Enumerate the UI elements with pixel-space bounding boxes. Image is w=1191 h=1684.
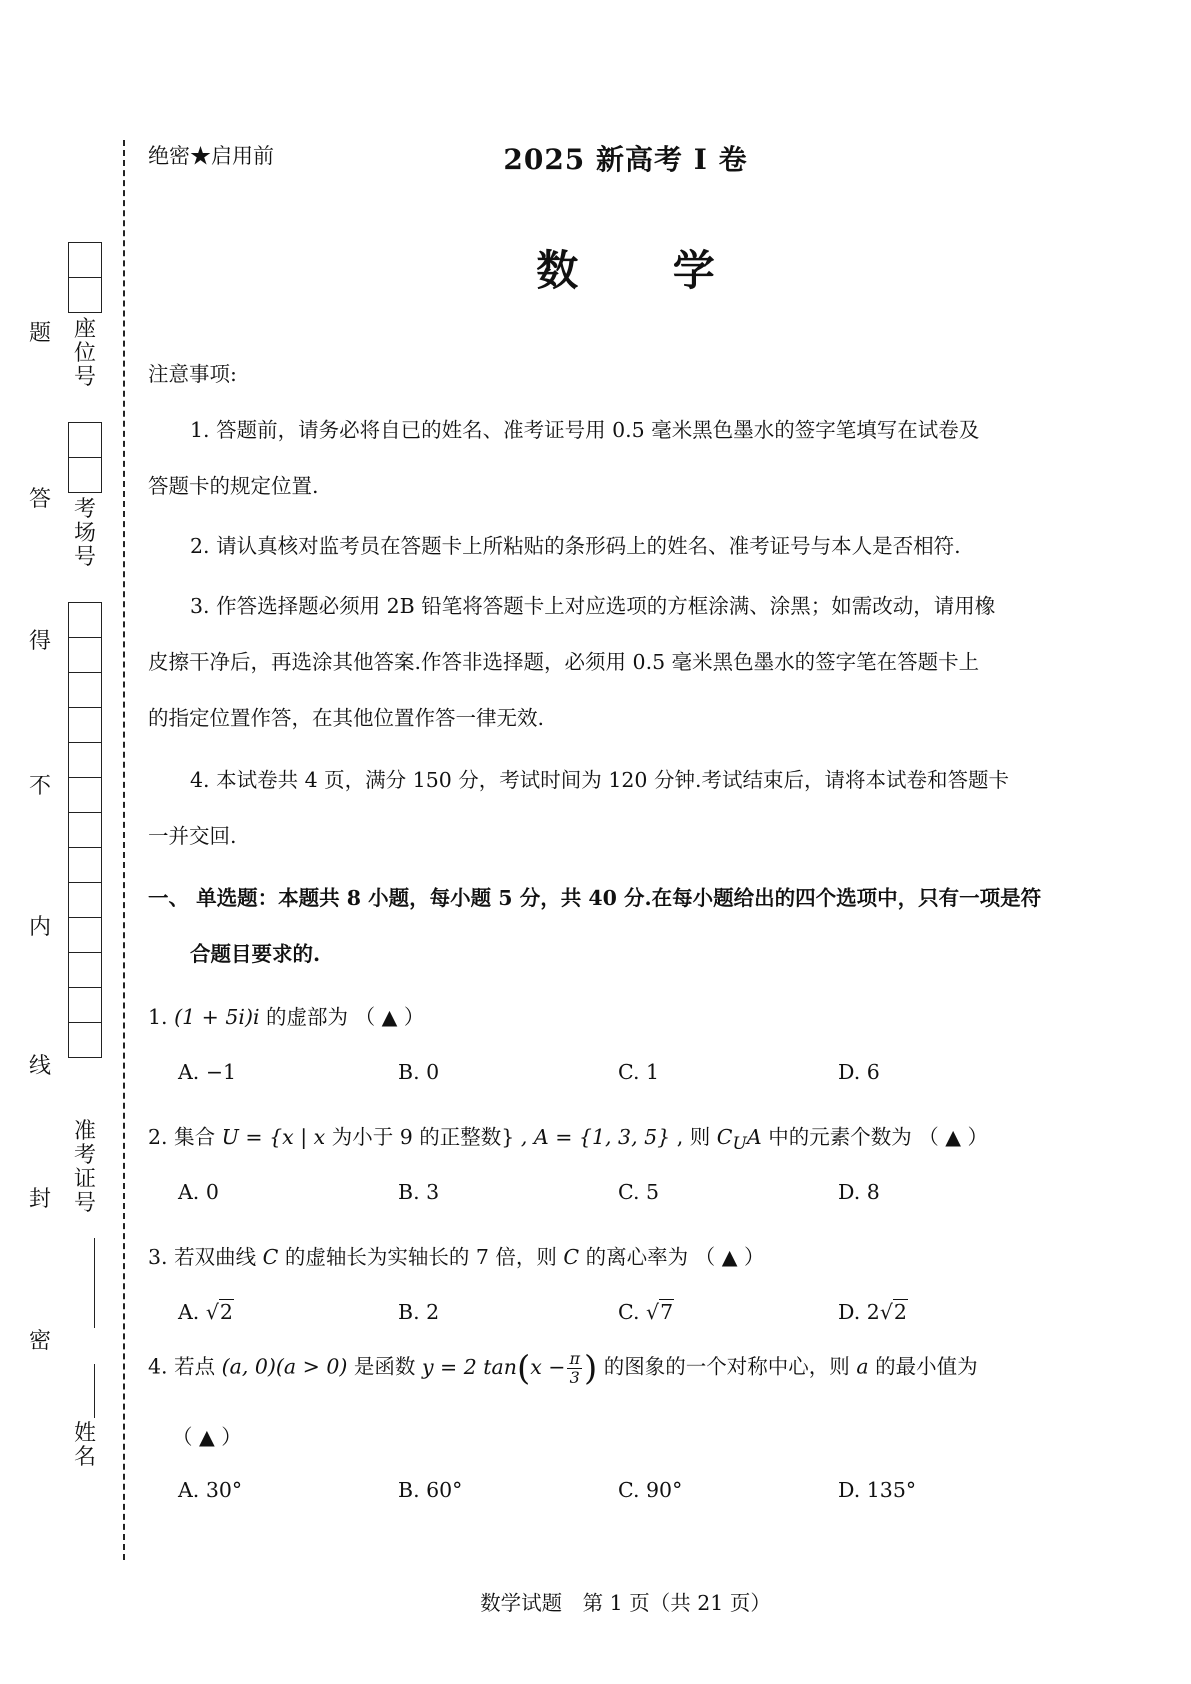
binding-char-1: 题 — [28, 321, 51, 346]
section-heading-line-1: 一、 单选题：本题共 8 小题，每小题 5 分，共 40 分.在每小题给出的四个选项中，只有一项是符 — [148, 886, 1042, 910]
question-3-mid: 的虚轴长为实轴长的 7 倍，则 — [278, 1245, 564, 1269]
ticket-number-label: 准考证号 — [73, 1119, 96, 1216]
q4-option-a[interactable]: A. 30° — [178, 1478, 243, 1502]
notice-item-3-line-1: 3. 作答选择题必须用 2B 铅笔将答题卡上对应选项的方框涂满、涂黑；如需改动，请用橡 — [190, 594, 996, 618]
question-4-var-a: a — [856, 1354, 869, 1379]
notice-item-3-line-3: 的指定位置作答，在其他位置作答一律无效. — [148, 706, 545, 730]
notice-item-4-line-2: 一并交回. — [148, 824, 237, 848]
q3-option-c[interactable]: C. √7 — [618, 1300, 674, 1324]
binding-char-2: 答 — [28, 487, 51, 512]
question-2-number: 2. — [148, 1125, 168, 1149]
q4-option-b[interactable]: B. 60° — [398, 1478, 463, 1502]
binding-char-7: 封 — [28, 1187, 51, 1212]
notice-item-4-line-1: 4. 本试卷共 4 页，满分 150 分，考试时间为 120 分钟.考试结束后，请将本试卷和答题卡 — [190, 768, 1009, 792]
question-4-text2: 的最小值为 — [868, 1354, 978, 1379]
question-3-number: 3. — [148, 1245, 168, 1269]
question-1 — [148, 1000, 424, 1030]
binding-char-8: 密 — [28, 1329, 51, 1354]
question-4-function: y = 2 tan(x − $\frac{\pi}{3}$ ) — [421, 1348, 598, 1388]
binding-char-4: 不 — [28, 774, 51, 799]
question-2-text: 中的元素个数为 — [761, 1125, 912, 1149]
q1-option-d[interactable]: D. 6 — [838, 1060, 880, 1084]
question-4-blank: （ ▲ ） — [172, 1425, 242, 1449]
binding-char-3: 得 — [28, 629, 51, 654]
question-2-blank: （ ▲ ） — [918, 1125, 989, 1149]
q2-option-a[interactable]: A. 0 — [178, 1180, 219, 1204]
question-4 — [148, 1348, 978, 1388]
q1-option-a[interactable]: A. −1 — [178, 1060, 237, 1084]
name-label: 姓名 — [73, 1421, 96, 1470]
q2-option-b[interactable]: B. 3 — [398, 1180, 440, 1204]
binding-char-6: 线 — [28, 1054, 51, 1079]
notice-item-3 — [148, 592, 1058, 760]
question-3-text: 的离心率为 — [579, 1245, 689, 1269]
notice-item-3-line-2: 皮擦干净后，再选涂其他答案.作答非选择题，必须用 0.5 毫米黑色墨水的签字笔在答题卡上 — [148, 650, 980, 674]
q4-option-d[interactable]: D. 135° — [838, 1478, 917, 1502]
pi-over-three-fraction: $\frac{\pi}{3}$ — [569, 1348, 580, 1387]
signature-line-upper[interactable] — [94, 1238, 95, 1328]
question-3-var-c2: C — [563, 1245, 580, 1269]
q3-option-b[interactable]: B. 2 — [398, 1300, 440, 1324]
question-1-text: 的虚部为 — [259, 1005, 349, 1029]
question-2-set-a: , A = {1, 3, 5} — [514, 1125, 671, 1149]
exam-title: 2025 新高考 I 卷 — [503, 143, 748, 176]
question-4-text: 的图象的一个对称中心，则 — [597, 1354, 857, 1379]
notice-item-1-line-1: 1. 答题前，请务必将自已的姓名、准考证号用 0.5 毫米黑色墨水的签字笔填写在试卷及 — [190, 418, 980, 442]
question-2-set-u-text: 为小于 9 的正整数} — [331, 1125, 515, 1149]
question-3-blank: （ ▲ ） — [694, 1245, 765, 1269]
question-1-blank: （ ▲ ） — [354, 1005, 425, 1029]
question-4-number: 4. — [148, 1354, 168, 1379]
notice-heading: 注意事项: — [148, 362, 237, 386]
question-2-complement: $C_UA$ — [716, 1125, 762, 1155]
question-4-pre: 若点 — [174, 1354, 222, 1379]
subject-title: 数 学 — [536, 246, 755, 295]
page-footer: 数学试题 第 1 页（共 21 页） — [480, 1591, 771, 1615]
q3-option-d[interactable]: D. 2√2 — [838, 1300, 907, 1324]
question-4-point: (a, 0)(a > 0) — [221, 1354, 348, 1379]
q1-option-b[interactable]: B. 0 — [398, 1060, 440, 1084]
question-2 — [148, 1120, 988, 1154]
question-3-pre: 若双曲线 — [174, 1245, 263, 1269]
binding-dashed-line — [123, 140, 125, 1560]
section-heading — [148, 884, 1058, 996]
confidential-label: 绝密★启用前 — [148, 144, 274, 168]
question-2-mid: , 则 — [670, 1125, 717, 1149]
question-4-mid: 是函数 — [347, 1354, 422, 1379]
exam-room-boxes[interactable] — [68, 422, 102, 493]
question-3 — [148, 1240, 764, 1270]
q2-option-d[interactable]: D. 8 — [838, 1180, 880, 1204]
notice-item-2-line-1: 2. 请认真核对监考员在答题卡上所粘贴的条形码上的姓名、准考证号与本人是否相符. — [190, 534, 961, 558]
question-2-set-u: U = {x | x — [221, 1125, 332, 1149]
question-1-expression: (1 + 5i)i — [174, 1005, 260, 1029]
q1-option-c[interactable]: C. 1 — [618, 1060, 660, 1084]
notice-item-4 — [148, 766, 1058, 878]
notice-item-1-line-2: 答题卡的规定位置. — [148, 474, 319, 498]
q2-option-c[interactable]: C. 5 — [618, 1180, 660, 1204]
question-1-number: 1. — [148, 1005, 168, 1029]
question-2-pre: 集合 — [174, 1125, 222, 1149]
exam-room-label: 考场号 — [73, 497, 96, 570]
seat-number-label: 座位号 — [73, 317, 96, 390]
notice-item-1 — [148, 416, 1058, 528]
q3-option-a[interactable]: A. √2 — [178, 1300, 233, 1324]
q4-option-c[interactable]: C. 90° — [618, 1478, 683, 1502]
signature-line-lower[interactable] — [94, 1364, 95, 1418]
notice-item-2 — [148, 532, 1058, 588]
section-heading-line-2: 合题目要求的. — [190, 942, 321, 966]
question-3-var-c: C — [262, 1245, 279, 1269]
ticket-number-boxes[interactable] — [68, 602, 102, 1058]
binding-char-5: 内 — [28, 915, 51, 940]
